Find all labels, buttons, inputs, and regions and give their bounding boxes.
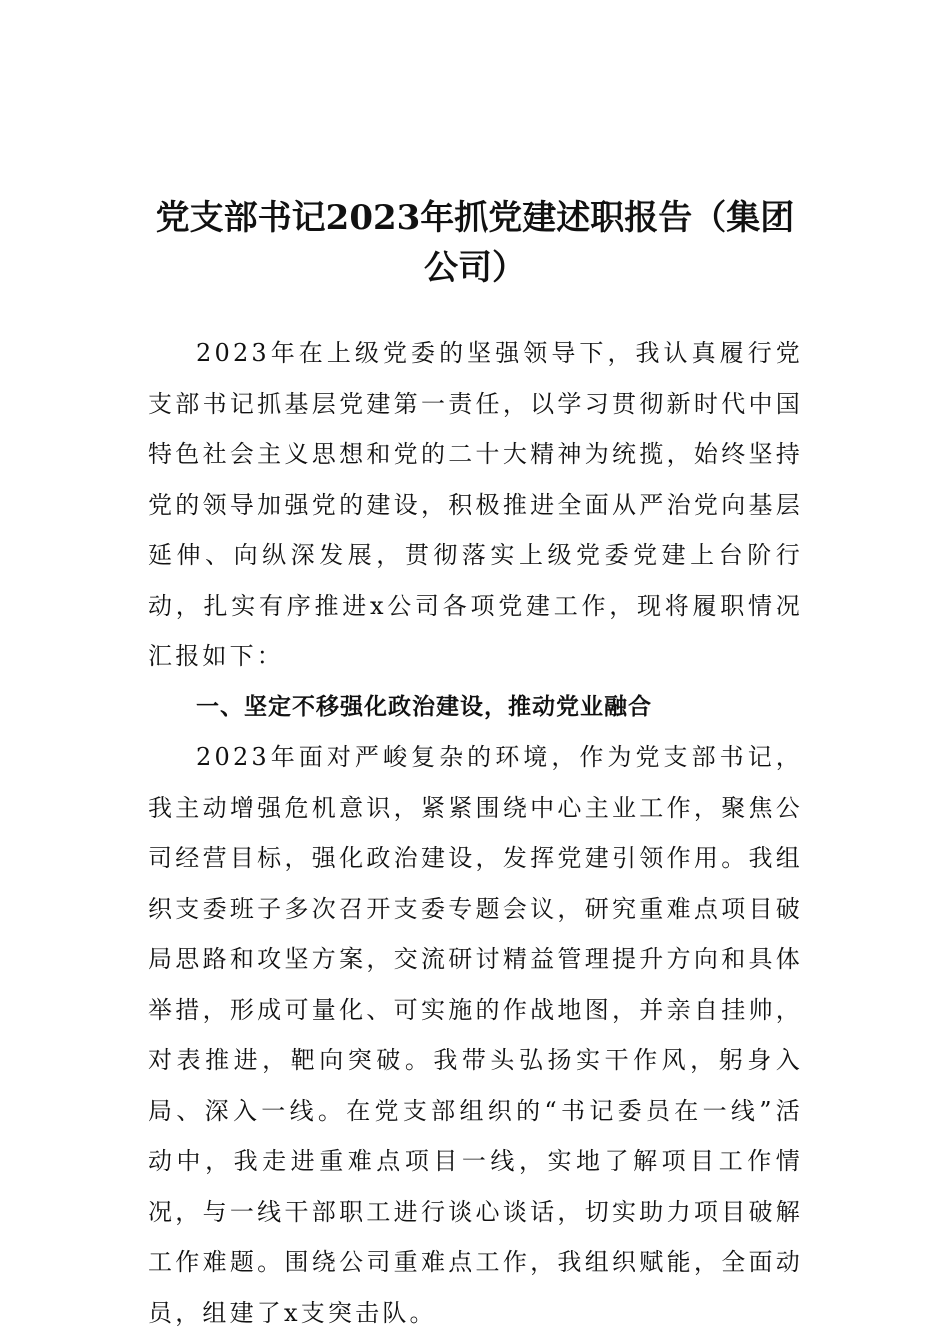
title-line-2: 公司） [424, 247, 526, 288]
document-title [140, 193, 810, 293]
section-1-heading: 一、坚定不移强化政治建设，推动党业融合 [196, 693, 652, 720]
intro-paragraph: 2023年在上级党委的坚强领导下，我认真履行党支部书记抓基层党建第一责任，以学习贯彻新时代中国特色社会主义思想和党的二十大精神为统揽，始终坚持党的领导加强党的建设，积极推进全面从严治党向基层延伸、向纵深发展，贯彻落实上级党委党建上台阶行动，扎实有序推进x公司各项党建工作，现将履职情况汇报如下： [148, 339, 803, 670]
document-body [148, 328, 803, 1338]
title-line-1: 党支部书记2023年抓党建述职报告（集团 [155, 197, 795, 238]
section-1-paragraph: 2023年面对严峻复杂的环境，作为党支部书记，我主动增强危机意识，紧紧围绕中心主业工作，聚焦公司经营目标，强化政治建设，发挥党建引领作用。我组织支委班子多次召开支委专题会议，研究重难点项目破局思路和攻坚方案，交流研讨精益管理提升方向和具体举措，形成可量化、可实施的作战地图，并亲自挂帅，对表推进，靶向突破。我带头弘扬实干作风，躬身入局、深入一线。在党支部组织的“书记委员在一线”活动中，我走进重难点项目一线，实地了解项目工作情况，与一线干部职工进行谈心谈话，切实助力项目破解工作难题。围绕公司重难点工作，我组织赋能，全面动员，组建了x支突击队。 [148, 743, 803, 1327]
